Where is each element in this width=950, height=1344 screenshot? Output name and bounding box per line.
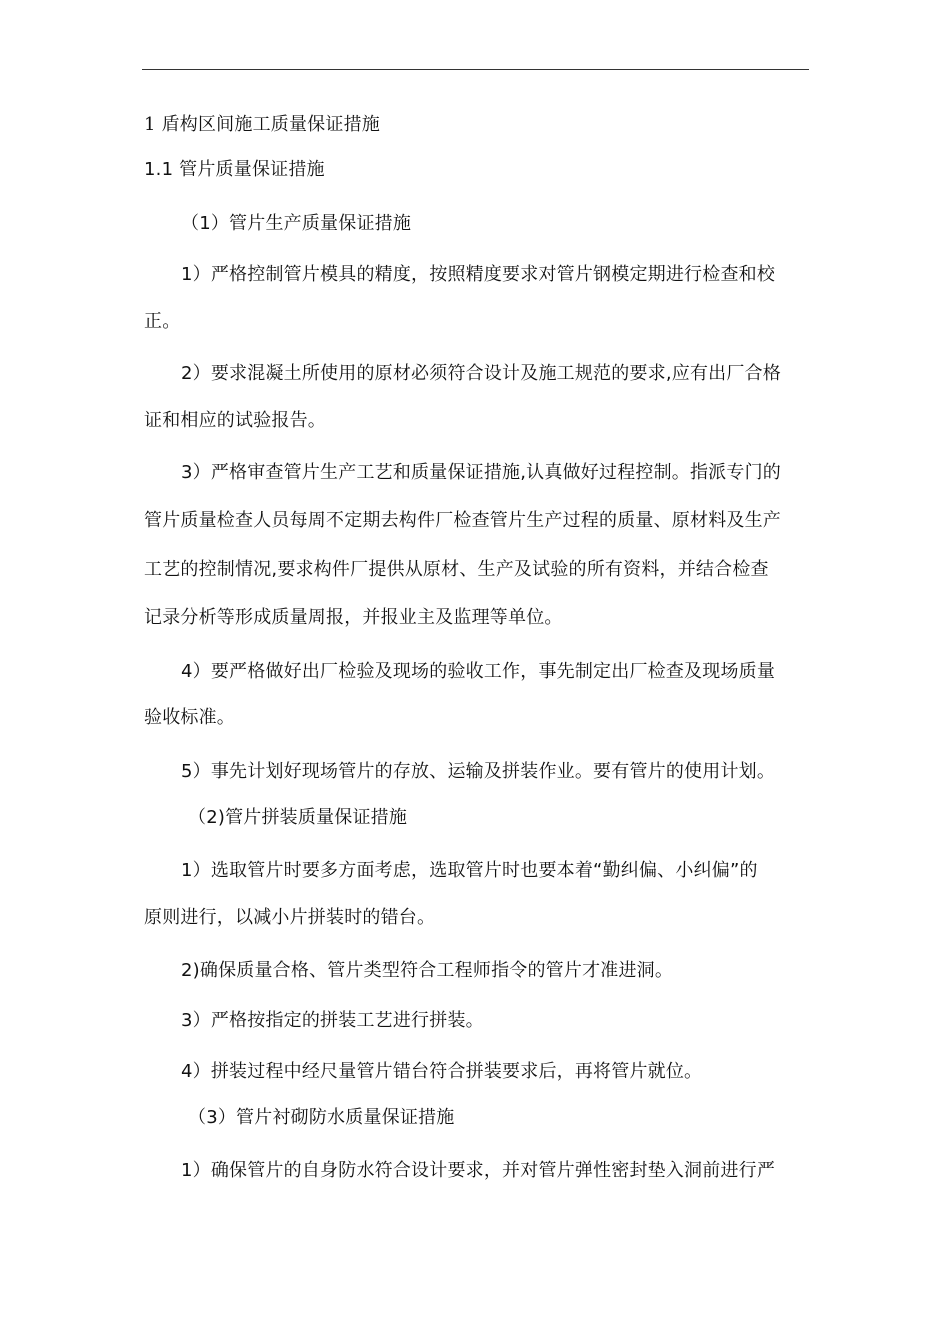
paragraph-line: 1）严格控制管片模具的精度，按照精度要求对管片钢模定期进行检查和校: [181, 264, 776, 285]
paragraph-line: 2）要求混凝土所使用的原材必须符合设计及施工规范的要求,应有出厂合格: [181, 363, 781, 384]
section-heading: 1 盾构区间施工质量保证措施: [144, 114, 380, 135]
subsection-heading: 1.1 管片质量保证措施: [144, 159, 325, 180]
paragraph-line: 1）确保管片的自身防水符合设计要求，并对管片弹性密封垫入洞前进行严: [181, 1160, 776, 1181]
paragraph-line: 原则进行，以减小片拼装时的错台。: [144, 907, 436, 928]
paragraph-line: 4）要严格做好出厂检验及现场的验收工作，事先制定出厂检查及现场质量: [181, 661, 776, 682]
paragraph-line: 3）严格审查管片生产工艺和质量保证措施,认真做好过程控制。指派专门的: [181, 462, 781, 483]
subsubsection-heading: （3）管片衬砌防水质量保证措施: [188, 1107, 455, 1128]
subsubsection-heading: （1）管片生产质量保证措施: [181, 213, 412, 234]
paragraph-line: 4）拼装过程中经尺量管片错台符合拼装要求后，再将管片就位。: [181, 1061, 703, 1082]
paragraph-line: 2)确保质量合格、管片类型符合工程师指令的管片才准进洞。: [181, 960, 674, 981]
header-rule: [142, 69, 809, 70]
paragraph-line: 记录分析等形成质量周报，并报业主及监理等单位。: [144, 607, 563, 628]
paragraph-line: 工艺的控制情况,要求构件厂提供从原材、生产及试验的所有资料，并结合检查: [144, 559, 769, 580]
paragraph-line: 正。: [144, 311, 181, 332]
paragraph-line: 验收标准。: [144, 707, 235, 728]
paragraph-line: 3）严格按指定的拼装工艺进行拼装。: [181, 1010, 484, 1031]
paragraph-line: 管片质量检查人员每周不定期去构件厂检查管片生产过程的质量、原材料及生产: [144, 510, 781, 531]
paragraph-line: 5）事先计划好现场管片的存放、运输及拼装作业。要有管片的使用计划。: [181, 761, 776, 782]
paragraph-line: 证和相应的试验报告。: [144, 410, 326, 431]
paragraph-line: 1）选取管片时要多方面考虑，选取管片时也要本着“勤纠偏、小纠偏”的: [181, 860, 758, 881]
subsubsection-heading: （2)管片拼装质量保证措施: [188, 807, 408, 828]
